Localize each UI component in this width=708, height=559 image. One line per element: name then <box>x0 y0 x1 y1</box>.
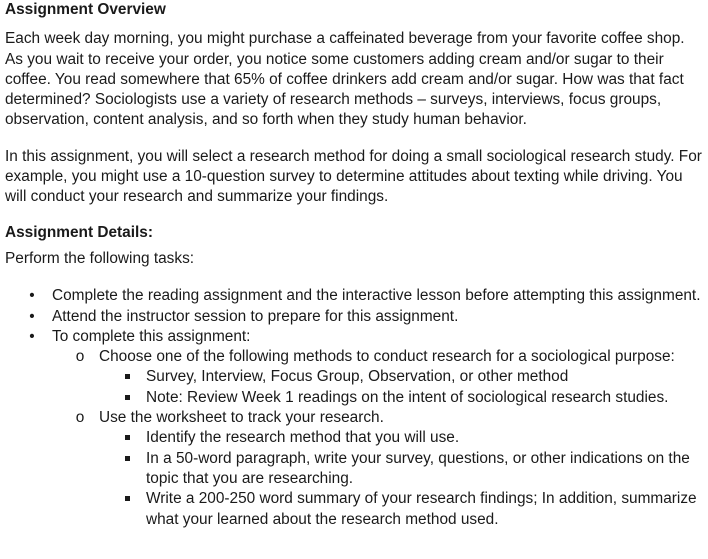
detail-text: Survey, Interview, Focus Group, Observation, or other method <box>146 368 569 386</box>
task-text: To complete this assignment: <box>52 327 251 345</box>
subtask-list <box>52 347 705 530</box>
task-item <box>5 327 705 530</box>
bullet-icon: • <box>29 307 35 325</box>
detail-list <box>99 428 705 529</box>
task-item <box>5 286 705 306</box>
circle-bullet-icon: o <box>75 348 85 366</box>
detail-item <box>99 367 705 387</box>
overview-paragraph-2: In this assignment, you will select a research method for doing a small sociological research study. For example, you might use a 10-question survey to determine attitudes about texting while driving. You will conduct your research and summarize your findings. <box>5 147 702 206</box>
document-body <box>5 0 705 530</box>
detail-text: Note: Review Week 1 readings on the intent of sociological research studies. <box>146 388 669 406</box>
overview-heading: Assignment Overview <box>5 1 166 18</box>
task-text: Complete the reading assignment and the interactive lesson before attempting this assignment. <box>52 287 701 305</box>
square-bullet-icon <box>125 395 130 400</box>
detail-item <box>99 449 705 490</box>
square-bullet-icon <box>125 435 130 440</box>
subtask-text: Choose one of the following methods to conduct research for a sociological purpose: <box>99 348 675 366</box>
task-text: Attend the instructor session to prepare for this assignment. <box>52 307 459 325</box>
detail-item <box>99 388 705 408</box>
bullet-icon: • <box>29 327 35 345</box>
detail-list <box>99 367 705 408</box>
subtask-item <box>52 347 705 408</box>
task-item <box>5 307 705 327</box>
detail-text: Identify the research method that you will use. <box>146 429 460 447</box>
tasks-intro: Perform the following tasks: <box>5 249 195 267</box>
square-bullet-icon <box>125 456 130 461</box>
subtask-text: Use the worksheet to track your research. <box>99 409 384 427</box>
overview-paragraph-1: Each week day morning, you might purchase a caffeinated beverage from your favorite coffee shop. As you wait to receive your order, you notice some customers adding cream and/or sugar to their coffee. You read somewhere that 65% of coffee drinkers add cream and/or sugar. How was that fact determined? Sociologists use a variety of research methods – surveys, interviews, focus groups, observation, content analysis, and so forth when they study human behavior. <box>5 30 685 129</box>
detail-item <box>99 489 705 530</box>
square-bullet-icon <box>125 374 130 379</box>
detail-item <box>99 428 705 448</box>
details-heading: Assignment Details: <box>5 223 153 241</box>
square-bullet-icon <box>125 496 130 501</box>
bullet-icon: • <box>29 287 35 305</box>
detail-text: In a 50-word paragraph, write your survey, questions, or other indications on the topic that you are researching. <box>146 449 690 487</box>
detail-text: Write a 200-250 word summary of your research findings; In addition, summarize what your learned about the research method used. <box>146 490 697 528</box>
circle-bullet-icon: o <box>75 409 85 427</box>
subtask-item <box>52 408 705 530</box>
task-list <box>5 286 705 530</box>
